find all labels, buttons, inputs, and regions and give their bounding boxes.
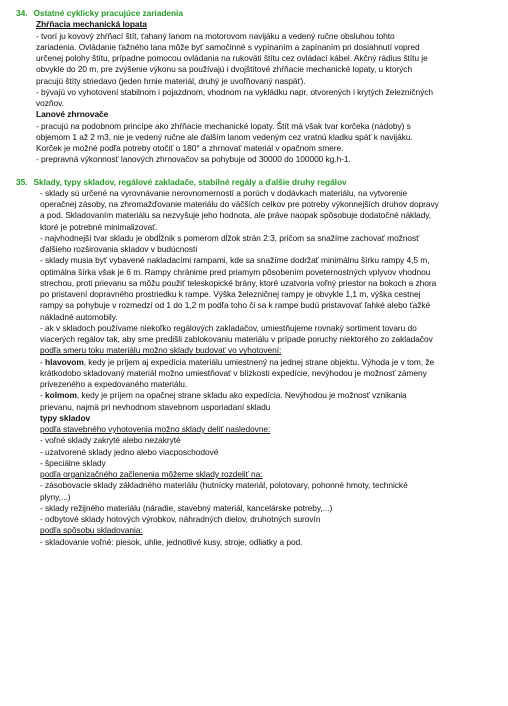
text-line: ďalšieho rozširovania skladov v budúcnosti: [40, 244, 198, 254]
list-item: - voľné sklady zakryté alebo nezakryté: [40, 435, 181, 446]
list-stavebne-vyhotovenie: [40, 424, 494, 469]
text-line: - sklady musia byť vybavené nakladacími rampami, kde sa snažíme dodržať minimálnu šírku rampy 4,5 m,: [40, 255, 430, 266]
text-line: - kolmom, kedy je príjem na opačnej strane skladu ako expedícia. Nevýhodou je možnosť vznikania: [40, 390, 407, 401]
paragraph-hlavovom: [40, 357, 494, 391]
section-34-number: 34.: [16, 8, 28, 18]
paragraph-sklady-shape: [40, 233, 494, 256]
paragraph-sklady-ramps: [40, 255, 494, 323]
text-line: krátkodobo skladovaný materiál možno umiestňovať v blízkosti expedície, nevýhodou je možnosť zámeny: [40, 367, 427, 378]
section-35-number: 35.: [16, 176, 28, 187]
subheading-zhrnacia-lopata: Zhŕňacia mechanická lopata: [36, 19, 147, 30]
text-line: nákladné automobily.: [40, 311, 118, 322]
text-line: určenej polohy štítu, prípadne pomocou ovládania na rukoväti štítu cez ovládací kábel. Akčný rádius štítu je: [36, 53, 428, 63]
text-line: privezeného a expedovaného materiálu.: [40, 379, 188, 389]
list-heading: podľa organizačného začlenenia môžeme sklady rozdeliť na:: [40, 469, 263, 479]
text-line: - hlavovom, kedy je príjem aj expedícia materiálu umiestnený na jednej strane objektu. Výhoda je v tom, že: [40, 356, 435, 367]
text-line: - sklady sú určené na vyrovnávanie nerovnomerností a porúch v dodávkach materiálu, na vytvorenie: [40, 187, 408, 198]
section-35-title: Sklady, typy skladov, regálové zakladače, stabilné regály a ďalšie druhy regálov: [33, 176, 347, 187]
subheading-lanove-zhrnovace: [36, 109, 494, 120]
text-line: ktoré je potrebné minimalizovať.: [40, 221, 158, 232]
text-fragment: , kedy je príjem na opačnej strane skladu ako expedícia. Nevýhodou je možnosť vznikania: [76, 390, 407, 401]
paragraph-sklady-zakladace: [40, 323, 494, 357]
list-item: - uzatvorené sklady jedno alebo viacposchodové: [40, 446, 219, 457]
text-line: viacerých regálov tak, aby sme predišli zablokovaniu materiálu v prípade poruchy niektorého zo zakladačov: [40, 334, 433, 344]
list-item: - odbytové sklady hotových výrobkov, náhradných dielov, druhotných surovín: [40, 514, 321, 524]
paragraph-zhrnovace-capacity: [36, 154, 494, 165]
list-sposob-skladovania: [40, 525, 494, 548]
paragraph-zhrnovace-principle: [36, 121, 494, 155]
subheading-text: Lanové zhrnovače: [36, 109, 109, 120]
text-fragment: , kedy je príjem aj expedícia materiálu umiestnený na jednej strane objektu. Výhoda je v tom, že: [83, 356, 435, 367]
text-line: - pracujú na podobnom princípe ako zhŕňacie mechanické lopaty. Štít má však tvar korčeka (nádoby) s: [36, 120, 411, 131]
text-line: operačnej zásoby, na zhromažďovanie materiálu do väčších celkov pre potreby výkonnejších druhov dopravy: [40, 199, 439, 209]
list-organizacne-zaclenenie: [40, 469, 494, 525]
paragraph-lopata-variants: [36, 87, 494, 110]
text-line: Korček je možné podľa potreby otočiť o 180° a zhrnovať materiál v opačnom smere.: [36, 143, 344, 153]
term-hlavovom: hlavovom: [45, 356, 84, 367]
text-line: pracujú štíty striedavo (jeden hrnie materiál, druhý je uvoľňovaný naspäť).: [36, 75, 306, 86]
text-line: vozňov.: [36, 98, 64, 108]
section-34-title: Ostatné cyklicky pracujúce zariadenia: [33, 8, 183, 18]
list-item: - špeciálne sklady: [40, 457, 106, 468]
text-line-underlined: podľa smeru toku materiálu možno sklady budovať vo vyhotovení:: [40, 345, 282, 356]
section-34-heading: [16, 8, 494, 19]
paragraph-kolmom: [40, 390, 494, 413]
list-heading: podľa stavebného vyhotovenia možno sklady deliť nasledovne:: [40, 424, 271, 434]
text-line: objemom 1 až 2 m3, nie je vedený ručne ale ďalším lanom vedeným cez vratnú kladku späť k navijáku.: [36, 131, 413, 142]
text-line: zariadenia. Ovládanie ťažného lana môže byť samočinné s vypínaním a zapínaním pri dosiahnutí vopred: [36, 41, 420, 52]
text-line: optimálna šírka však je 6 m. Rampy chránime pred priamym pôsobením poveternostných vplyvov vhodnou: [40, 266, 431, 277]
list-item: - zásobovacie sklady základného materiálu (hutnícky materiál, polotovary, pohonné hmoty, technické: [40, 480, 408, 491]
text-line: strechou, proti prievanu sa môžu použiť teleskopické brány, ktoré uzatvoria voľný priestor na bokoch a zhora: [40, 277, 437, 288]
text-line: - prepravná výkonnosť lanových zhrnovačov sa pohybuje od 30000 do 100000 kg.h-1.: [36, 154, 351, 165]
list-heading: podľa spôsobu skladovania:: [40, 525, 143, 536]
text-line: - tvorí ju kovový zhŕňací štít, ťahaný lanom na motorovom navijáku a vedený ručne obsluhou tohto: [36, 30, 395, 41]
paragraph-sklady-purpose: [40, 188, 494, 233]
text-line: a pod. Skladovaním materiálu sa nezvyšuje jeho hodnota, ale práve naopak spôsobuje dodatočné náklady,: [40, 210, 432, 221]
text-line: obvykle do 20 m, pre zvýšenie výkonu sa používajú i dvojštítové zhŕňacie mechanické lopaty, u ktorých: [36, 64, 413, 75]
text-line: po pristavení dopravného prostriedku k rampe. Výška železničnej rampy je obvykle 1,1 m, výška cestnej: [40, 289, 421, 299]
list-item: - skladovanie voľné: piesok, uhlie, jednotlivé kusy, stroje, odliatky a pod.: [40, 536, 303, 547]
section-35-heading: [16, 177, 494, 188]
list-item: - sklady režijného materiálu (náradie, stavebný materiál, kancelárske potreby,...): [40, 502, 333, 513]
term-kolmom: kolmom: [45, 390, 77, 401]
text-line: rampy sa pohybuje v rozmedzí od 1 do 1,2 m podľa toho či sa k rampe budú pristavovať ľahké alebo ťažké: [40, 300, 431, 311]
text-line: - bývajú vo vyhotovení stabilnom i pojazdnom, vhodnom na vykládku napr. otvorených i krytých železničných: [36, 86, 433, 97]
subheading-typy-skladov: typy skladov: [40, 412, 91, 423]
paragraph-lopata-description: [36, 31, 494, 87]
text-line: - najvhodnejší tvar skladu je obdĺžnik s pomerom dĺžok strán 2:3, pričom sa snažíme zachovať možnosť: [40, 232, 420, 243]
text-line: - ak v skladoch používame niekoľko regálových zakladačov, umiestňujeme rovnaký sortiment tovaru do: [40, 322, 417, 333]
list-item: plyny,...): [40, 491, 71, 502]
text-line: prievanu, najmä pri nevhodnom stavebnom usporiadaní skladu: [40, 401, 271, 412]
section-gap: [16, 166, 494, 177]
